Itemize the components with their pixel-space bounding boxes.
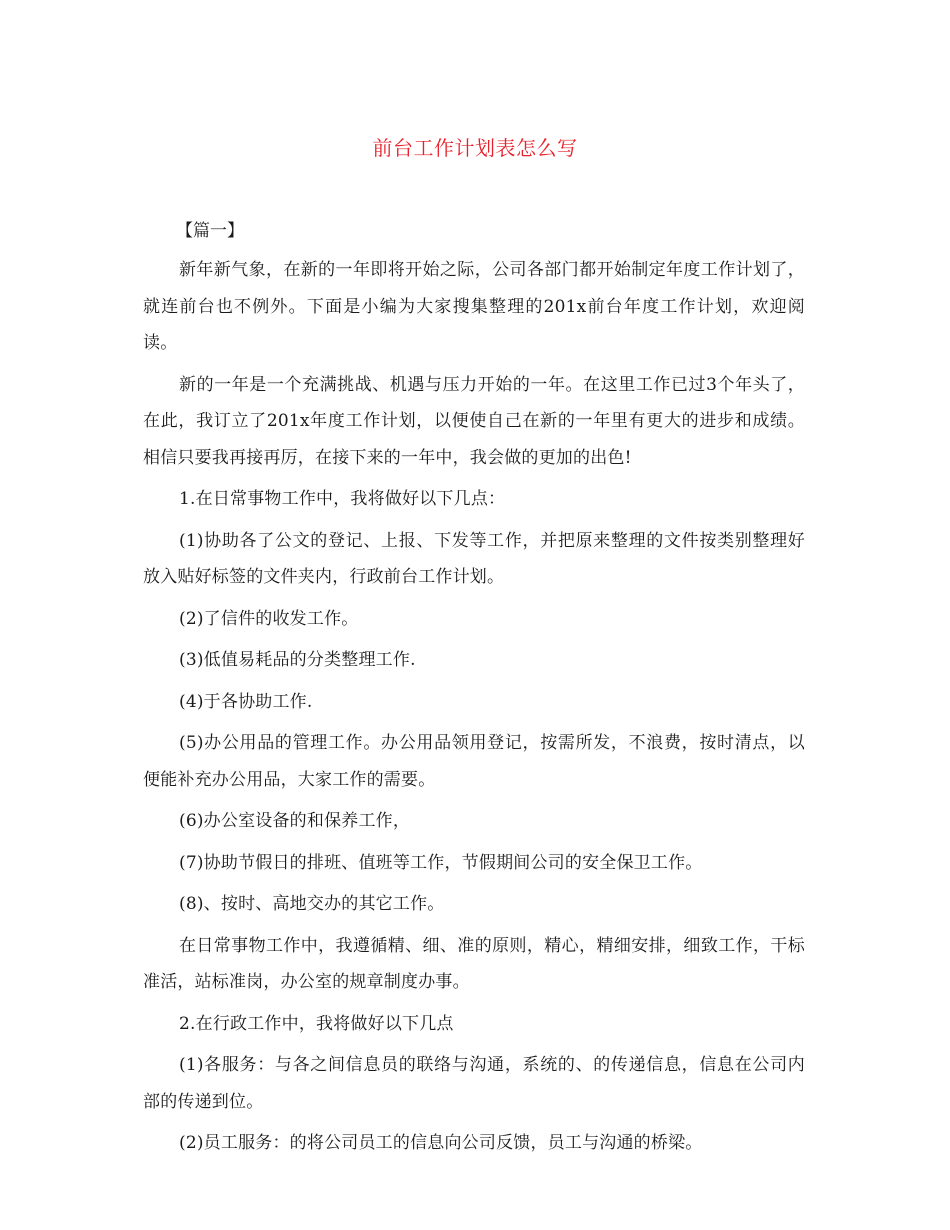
paragraph-intro: 新年新气象，在新的一年即将开始之际，公司各部门都开始制定年度工作计划了，就连前台也不例外。下面是小编为大家搜集整理的201x前台年度工作计划，欢迎阅读。 (143, 260, 805, 353)
paragraph-item: (4)于各协助工作. (179, 691, 313, 712)
paragraph-item: (5)办公用品的管理工作。办公用品领用登记，按需所发，不浪费，按时清点，以便能补充办公用品，大家工作的需要。 (143, 733, 805, 790)
paragraph-item: (8)、按时、高地交办的其它工作。 (179, 894, 445, 914)
document-title: 前台工作计划表怎么写 (372, 136, 578, 160)
section-label: 【篇一】 (176, 221, 244, 241)
paragraph-heading-1: 1.在日常事物工作中，我将做好以下几点： (179, 489, 506, 509)
paragraph-item: (3)低值易耗品的分类整理工作. (179, 650, 416, 670)
paragraph-item: (1)各服务：与各之间信息员的联络与沟通，系统的、的传递信息，信息在公司内部的传递到位。 (143, 1055, 805, 1112)
paragraph-summary: 在日常事物工作中，我遵循精、细、准的原则，精心，精细安排，细致工作，干标准活，站标准岗，办公室的规章制度办事。 (143, 935, 805, 992)
paragraph-item: (1)协助各了公文的登记、上报、下发等工作，并把原来整理的文件按类别整理好放入贴好标签的文件夹内，行政前台工作计划。 (143, 530, 805, 587)
paragraph-item: (7)协助节假日的排班、值班等工作，节假期间公司的安全保卫工作。 (179, 852, 703, 873)
paragraph-item: (2)员工服务：的将公司员工的信息向公司反馈，员工与沟通的桥梁。 (179, 1133, 703, 1153)
paragraph-heading-2: 2.在行政工作中，我将做好以下几点 (179, 1013, 454, 1034)
paragraph-item: (6)办公室设备的和保养工作， (179, 811, 411, 831)
paragraph-new-year: 新的一年是一个充满挑战、机遇与压力开始的一年。在这里工作已过3个年头了，在此，我订立了201x年度工作计划，以便使自己在新的一年里有更大的进步和成绩。相信只要我再接再厉，在接下来的一年中，我会做的更加的出色! (143, 374, 805, 468)
paragraph-item: (2)了信件的收发工作。 (179, 608, 359, 629)
document-body (143, 216, 805, 1167)
